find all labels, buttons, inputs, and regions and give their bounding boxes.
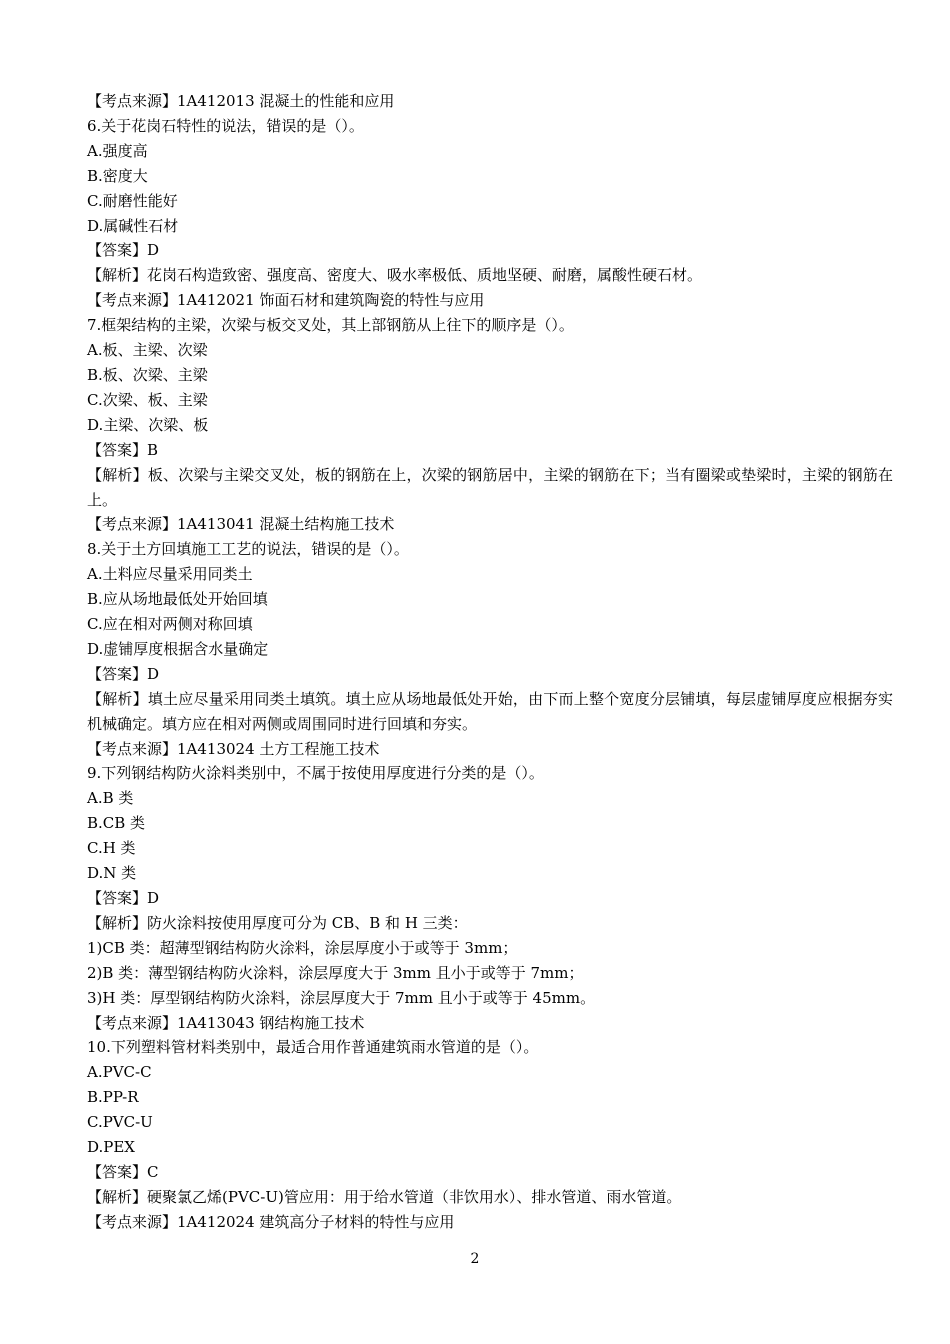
- source-note: 【考点来源】1A413041 混凝土结构施工技术: [87, 515, 395, 534]
- document-body: [87, 89, 893, 1235]
- source-note: 【考点来源】1A412021 饰面石材和建筑陶瓷的特性与应用: [87, 291, 485, 310]
- option-b: B.应从场地最低处开始回填: [87, 590, 268, 609]
- option-b: B.板、次梁、主梁: [87, 365, 208, 384]
- option-d: D.属碱性石材: [87, 216, 179, 235]
- option-b: B.CB 类: [87, 814, 146, 833]
- answer: 【答案】D: [87, 889, 160, 907]
- option-a: A.土料应尽量采用同类土: [87, 565, 253, 584]
- answer: 【答案】B: [87, 440, 159, 459]
- option-c: C.次梁、板、主梁: [87, 390, 208, 409]
- page-number: 2: [470, 1251, 480, 1267]
- explanation: 【解析】防火涂料按使用厚度可分为 CB、B 和 H 三类：: [87, 913, 468, 932]
- option-a: A.B 类: [87, 789, 134, 808]
- option-c: C.耐磨性能好: [87, 191, 178, 210]
- option-a: A.PVC-C: [87, 1063, 152, 1082]
- option-d: D.虚铺厚度根据含水量确定: [87, 639, 269, 658]
- explanation: 【解析】花岗石构造致密、强度高、密度大、吸水率极低、质地坚硬、耐磨，属酸性硬石材。: [87, 266, 703, 285]
- option-c: C.PVC-U: [87, 1113, 153, 1132]
- explanation: 【解析】硬聚氯乙烯(PVC-U)管应用：用于给水管道（非饮用水）、排水管道、雨水管道。: [87, 1187, 682, 1206]
- explanation-item: 1)CB 类：超薄型钢结构防火涂料，涂层厚度小于或等于 3mm；: [87, 938, 518, 957]
- source-note: 【考点来源】1A412024 建筑高分子材料的特性与应用: [87, 1212, 455, 1231]
- option-a: A.强度高: [87, 141, 148, 160]
- option-a: A.板、主梁、次梁: [87, 341, 208, 360]
- answer: 【答案】C: [87, 1162, 159, 1181]
- explanation: 【解析】填土应尽量采用同类土填筑。填土应从场地最低处开始，由下而上整个宽度分层铺填，每层虚铺厚度应根据夯实机械确定。填方应在相对两侧或周围同时进行回填和夯实。: [87, 689, 893, 733]
- option-c: C.H 类: [87, 839, 136, 858]
- question-8: 8.关于土方回填施工工艺的说法，错误的是（）。: [87, 540, 409, 559]
- option-b: B.密度大: [87, 166, 148, 185]
- question-7: 7.框架结构的主梁，次梁与板交叉处，其上部钢筋从上往下的顺序是（）。: [87, 316, 574, 335]
- option-d: D.N 类: [87, 864, 137, 883]
- answer: 【答案】D: [87, 241, 160, 260]
- option-c: C.应在相对两侧对称回填: [87, 615, 253, 634]
- explanation: 【解析】板、次梁与主梁交叉处，板的钢筋在上，次梁的钢筋居中，主梁的钢筋在下；当有圈梁或垫梁时，主梁的钢筋在上。: [87, 465, 893, 509]
- option-b: B.PP-R: [87, 1088, 139, 1107]
- question-9: 9.下列钢结构防火涂料类别中，不属于按使用厚度进行分类的是（）。: [87, 764, 544, 783]
- option-d: D.主梁、次梁、板: [87, 415, 209, 434]
- explanation-item: 3)H 类：厚型钢结构防火涂料，涂层厚度大于 7mm 且小于或等于 45mm。: [87, 988, 596, 1007]
- question-10: 10.下列塑料管材料类别中，最适合用作普通建筑雨水管道的是（）。: [87, 1038, 539, 1057]
- source-note: 【考点来源】1A412013 混凝土的性能和应用: [87, 92, 395, 110]
- source-note: 【考点来源】1A413043 钢结构施工技术: [87, 1013, 365, 1032]
- question-6: 6.关于花岗石特性的说法，错误的是（）。: [87, 116, 364, 135]
- explanation-item: 2)B 类：薄型钢结构防火涂料，涂层厚度大于 3mm 且小于或等于 7mm；: [87, 963, 584, 982]
- source-note: 【考点来源】1A413024 土方工程施工技术: [87, 739, 380, 758]
- option-d: D.PEX: [87, 1138, 135, 1157]
- answer: 【答案】D: [87, 664, 160, 683]
